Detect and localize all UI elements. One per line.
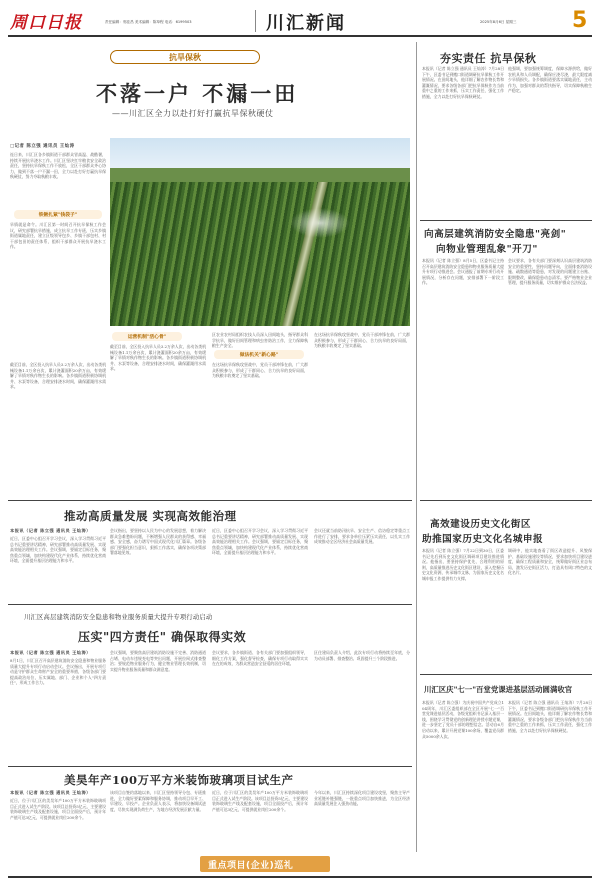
paper-logo: 周口日报 — [10, 13, 82, 33]
right-body-3: 本报讯（记者 陈立强）8月5日，区委书记主持召开高层建筑消防安全隐患和物业服务质量大提升专项行动推进会。会议通报了前期专项行动开展情况，分析存在问题，安排部署下一阶段工作。 — [422, 258, 504, 286]
lead-kicker-text: 抗旱保秋 — [169, 52, 201, 62]
lead-sub-2-text: 运营机制"活心骨" — [127, 334, 167, 340]
right-body-1: 本报讯（记者 陈立强 通讯员 王灿涛）7月28日下午，区委书记到搬口街道调研抗旱保秋工作开展情况。在田间地头，他详细了解农作物长势和灌溉情况，要求各级各部门把抗旱保秋作为当前重中之重的工作来抓，压实工作责任，强化工作措施，全力以赴打好抗旱保秋硬仗。 — [422, 66, 504, 99]
mid-body-2: 会议指出，要坚持以人民为中心的发展思想，着力解决群众急难愁盼问题，不断增强人民群众的获得感、幸福感、安全感，奋力谱写中国式现代化川汇篇章。各级各部门要强化担当意识，狠抓工作落实，确保各项决策部署落地见效。 — [110, 528, 206, 556]
right-headline-3b: 助推国家历史文化名城申报 — [422, 534, 544, 545]
masthead-rule — [8, 35, 592, 37]
right-body-4: 会议要求，各有关部门要深刻认识高层建筑消防安全的重要性，坚持问题导向，全面排查消防设施、疏散通道等隐患，对发现的问题建立台账、限期整改，确保隐患动态清零。要严格物业企业管理，提升服务质量，切实维护群众合法权益。 — [508, 258, 592, 286]
lead-body-1: 连日来，川汇区各乡镇街道干部群众冒高温、战酷暑，持续开展抗旱浇水工作。川汇区坚决扛牢粮食安全政治责任，坚持抗旱保秋工作不放松，全区干部群众齐心协力，做到不落一户不漏一田，全力以赴打好打赢抗旱保秋硬仗，努力夺取秋粮丰收。 — [10, 152, 106, 180]
right-rule-2 — [420, 500, 592, 501]
right-headline-2a: 向高层建筑消防安全隐患"亮剑" — [424, 229, 567, 240]
lead-sub-1-text: 铁锹扎紧"钱袋子" — [38, 212, 78, 218]
mid-body-4: 会议还就当前防汛抗旱、安全生产、信访稳定等重点工作进行了安排，要求各单位压紧压实责任，以扎实工作成效推动全区经济社会高质量发展。 — [314, 528, 410, 545]
lead-body-4: 区农业农村局组织农技人员深入田间地头，指导群众科学抗旱，做好田间管理和病虫害防治工作，全力保障秋粮生产安全。 — [212, 332, 308, 348]
mid-body-1: 近日，区委中心组召开学习会议，深入学习贯彻习近平总书记重要讲话精神，研究部署推动高质量发展、实现高效能治理相关工作。会议强调，要锚定目标任务，聚焦重点领域，加快构建现代化产业体系，持续优化营商环境，全面提升基层治理能力和水平。 — [10, 536, 106, 564]
band-body-3: 会议要求，各乡镇街道、各有关部门要加强组织领导，细化工作方案，强化督导检查，确保专项行动取得实实在在的成效，为群众营造安全舒适的居住环境。 — [212, 650, 308, 667]
band-body-4: 区住建局负责人介绍，此次专项行动将持续至年底，分为动员部署、排查整治、巩固提升三个阶段推进。 — [314, 650, 410, 661]
right-headline-4: 川汇区庆"七一"百堂党课进基层活动圆满收官 — [424, 685, 573, 694]
masthead — [0, 0, 600, 40]
bottom-body-2: 该项目自签约落地以来，川汇区坚持领导分包、专班推进，全力做好要素保障和服务协调，推动项目早开工、早建设、早投产。企业负责人表示，将加快设备调试进度，尽快实现满负荷生产，为地方经济发展贡献力量。 — [110, 790, 206, 812]
edition-title: 川汇新闻 — [266, 13, 346, 34]
bottom-body-4: 今年以来，川汇区持续深化项目建设攻坚，聚焦主导产业延链补链强链，一批重点项目加快推进，为全区经济高质量发展注入强劲动能。 — [314, 790, 410, 807]
featured-project-tag-text: 重点项目(企业)巡礼 — [208, 861, 294, 871]
bottom-body-3: 近日，位于川汇区的美昊年产100万平方米装饰玻璃项目正式进入试生产阶段。该项目总投资5亿元，主要建设装饰玻璃生产线及配套设施，项目全面投产后，预计年产值可达3亿元，可提供就业岗位200余个。 — [212, 790, 308, 812]
lead-photo — [110, 138, 410, 326]
page-number: 5 — [572, 8, 588, 33]
right-rule-1 — [420, 220, 592, 221]
mid-body-3: 近日，区委中心组召开学习会议，深入学习贯彻习近平总书记重要讲话精神，研究部署推动高质量发展、实现高效能治理相关工作。会议强调，要锚定目标任务，聚焦重点领域，加快构建现代化产业体系，持续优化营商环境，全面提升基层治理能力和水平。 — [212, 528, 308, 556]
band-kicker: 川汇区高层建筑消防安全隐患和物业服务质量大提升专项行动启动 — [24, 614, 213, 621]
lead-byline: □记者 陈立强 通讯员 王灿涛 — [10, 144, 75, 149]
right-body-7: 本报讯（记者 陈立强）为庆祝中国共产党成立104周年，川汇区委组织部在全区开展"七一"百堂党课进基层活动，各级党组织书记深入基层一线，围绕学习贯彻党的创新理论讲授专题党课，进一步坚定了党员干部的理想信念。活动自6月启动以来，累计开展党课100余场，覆盖党员群众5000余人次。 — [422, 700, 504, 739]
lead-body-2: 旱情就是命令。川汇区第一时间召开抗旱保秋工作会议，研究部署抗旱措施，成立抗旱工作专班，压实乡镇街道属地责任，建立区级领导包乡、乡镇干部包村、村干部包田的责任体系，组织干部群众开展抗旱浇水工作。 — [10, 222, 106, 250]
right-body-6: 调研中，他实地查看了街区改造提升、风貌保护、基础设施建设等情况，要求加快项目建设进度，确保工程质量和安全，统筹做好街区业态布局，激发历史街区活力，打造具有周口特色的文化名片。 — [508, 548, 592, 576]
band-body-2: 会议强调，要聚焦高层建筑消防设施不完善、消防通道占堵、电动车违规充电等突出问题，开展拉网式排查整治；要规范物业服务行为，健全物业管理长效机制，切实提升物业服务质量和群众满意度。 — [110, 650, 206, 672]
mid-headline: 推动高质量发展 实现高效能治理 — [64, 509, 237, 523]
band-byline: 本报讯（记者 陈立强 通讯员 王灿涛） — [10, 650, 91, 655]
lead-bottom-rule — [8, 500, 412, 501]
band-body-1: 8月1日，川汇区召开高层建筑消防安全隐患和物业服务质量大提升专项行动启动会议。会议指出，开展专项行动是守护群众生命财产安全的重要举措，各级各部门要提高政治站位，压实属地、部门、企业和个人"四方责任"，形成工作合力。 — [10, 658, 106, 686]
lead-body-3: 截至目前，全区投入抗旱人员3.2万余人次，出动各类机械设备1.1万余台次，累计浇灌面积20余万亩，有效缓解了旱情对秋作物生长的影响。各乡镇街道积极协调机井、水泵等设备，合理安排浇水时间，确保灌溉用水需求。 — [110, 344, 206, 372]
lead-sub-3-text: 做法机关"新心路" — [239, 352, 279, 358]
right-rule-3 — [420, 674, 592, 675]
band-rule — [8, 766, 412, 767]
lead-body-5: 在这场抗旱保秋攻坚战中，党员干部冲锋在前，广大群众积极参与，形成了干群同心、合力抗旱的良好局面，为秋粮丰收奠定了坚实基础。 — [314, 332, 410, 349]
right-body-8: 本报讯（记者 陈立强 通讯员 王灿涛）7月28日下午，区委书记到搬口街道调研抗旱保秋工作开展情况。在田间地头，他详细了解农作物长势和灌溉情况，要求各级各部门把抗旱保秋作为当前重中之重的工作来抓，压实工作责任，强化工作措施，全力以赴打好抗旱保秋硬仗。 — [508, 700, 592, 733]
date-line: 2025年8月6日 星期三 — [480, 20, 517, 24]
right-headline-3a: 高效建设历史文化街区 — [430, 519, 531, 530]
bottom-body-1: 近日，位于川汇区的美昊年产100万平方米装饰玻璃项目正式进入试生产阶段。该项目总投资5亿元，主要建设装饰玻璃生产线及配套设施，项目全面投产后，预计年产值可达3亿元，可提供就业岗位200余个。 — [10, 798, 106, 820]
right-headline-1: 夯实责任 抗旱保秋 — [440, 52, 537, 65]
bottom-headline: 美昊年产100万平方米装饰玻璃项目试生产 — [64, 773, 294, 787]
bottom-byline: 本报讯（记者 陈立强 通讯员 王灿涛） — [10, 790, 91, 795]
lead-headline: 不落一户 不漏一田 — [96, 81, 299, 106]
mid-rule — [8, 604, 412, 605]
masthead-divider — [255, 10, 256, 32]
right-headline-2b: 向物业管理乱象"开刀" — [436, 244, 538, 255]
right-body-5: 本报讯（记者 陈立强）7月22日到30日，区委书记先后到历史文化街区调研项目建设推进情况。他指出，要坚持保护优先、合理利用的原则，高质量推进历史文化街区建设，深入挖掘历史文化资源，传承城市文脉，为国家历史文化名城申报工作提供有力支撑。 — [422, 548, 504, 581]
mid-byline: 本报讯（记者 陈立强 通讯员 王灿涛） — [10, 528, 91, 533]
editor-line: 责任编辑：郭佳昌 美术编辑：陈草程 电话：6199503 — [105, 20, 192, 24]
right-column-rule — [416, 42, 417, 852]
lead-body-4b: 在这场抗旱保秋攻坚战中，党员干部冲锋在前，广大群众积极参与，形成了干群同心、合力抗旱的良好局面，为秋粮丰收奠定了坚实基础。 — [212, 362, 308, 379]
page-bottom-rule — [8, 876, 592, 878]
lead-body-2b: 截至目前，全区投入抗旱人员3.2万余人次，出动各类机械设备1.1万余台次，累计浇灌面积20余万亩，有效缓解了旱情对秋作物生长的影响。各乡镇街道积极协调机井、水泵等设备，合理安排浇水时间，确保灌溉用水需求。 — [10, 362, 106, 390]
band-headline: 压实"四方责任" 确保取得实效 — [78, 630, 247, 644]
lead-subheadline: ——川汇区全力以赴打好打赢抗旱保秋硬仗 — [112, 109, 274, 118]
right-body-2: 他强调，要加强统筹调度，保障水源供给，做好农机具和人员调配，确保应浇尽浇，最大限度减少旱情损失。各乡镇街道要落实属地责任，主动作为，加强对群众的帮扶指导，切实保障秋粮生产稳定。 — [508, 66, 592, 94]
